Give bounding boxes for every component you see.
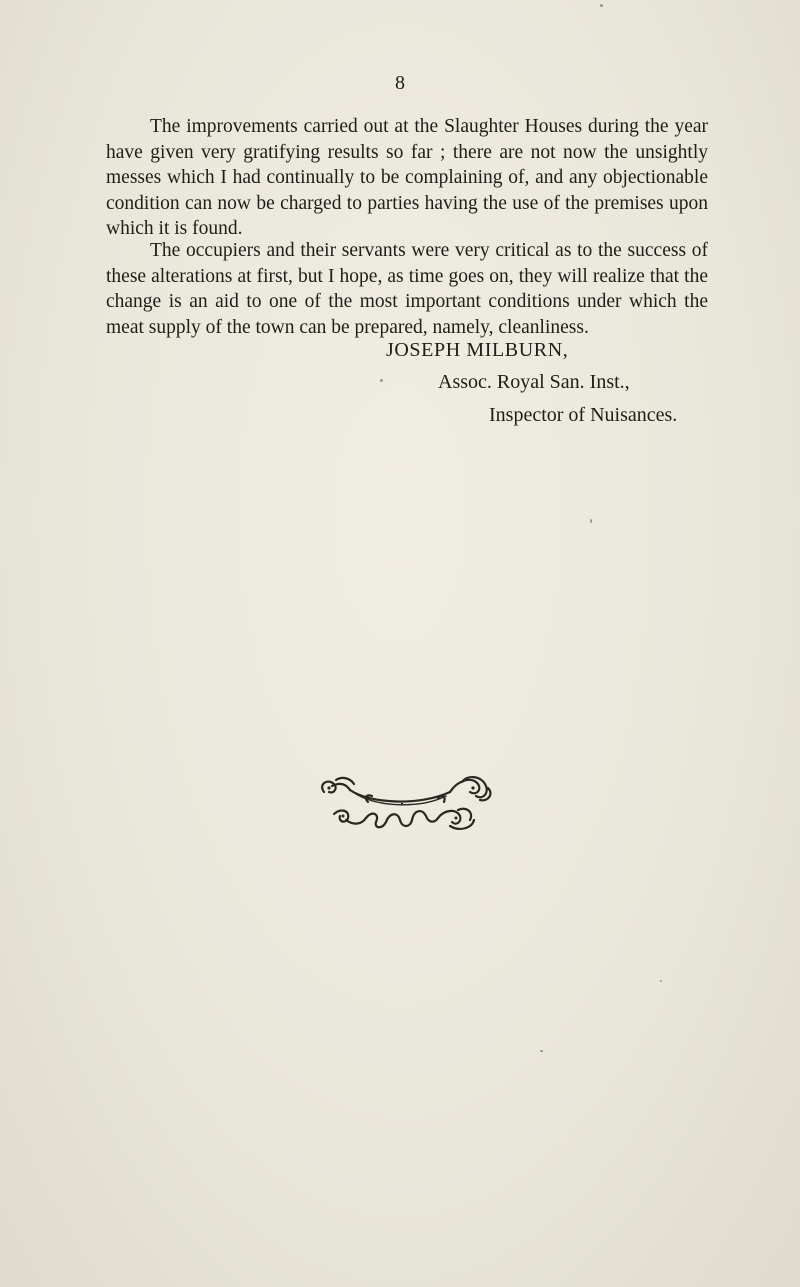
paper-speck <box>540 1050 543 1052</box>
page-number: 8 <box>395 72 405 94</box>
paragraph-occupiers: The occupiers and their servants were very critical as to the success of these alterations at first, but I hope, as time goes on, they will realize that the change is an aid to one of the most important conditions under which the meat supply of the town can be prepared, namely, cleanliness. <box>106 240 708 338</box>
paragraph-slaughter-houses: The improvements carried out at the Slaughter Houses during the year have given very gratifying results so far ; there are not now the unsightly messes which I had continually to be complaining of, and any objectionable condition can now be charged to parties having the use of the premises upon which it is found. <box>106 116 708 239</box>
signature-affiliation: Assoc. Royal San. Inst., <box>438 371 630 393</box>
signature-name: JOSEPH MILBURN, <box>386 339 569 361</box>
paper-speck <box>590 519 592 523</box>
decorative-ornament-icon <box>310 774 500 836</box>
paper-speck <box>660 980 662 982</box>
signature-title: Inspector of Nuisances. <box>489 404 678 426</box>
paper-speck <box>380 379 383 382</box>
paper-speck <box>600 4 603 7</box>
